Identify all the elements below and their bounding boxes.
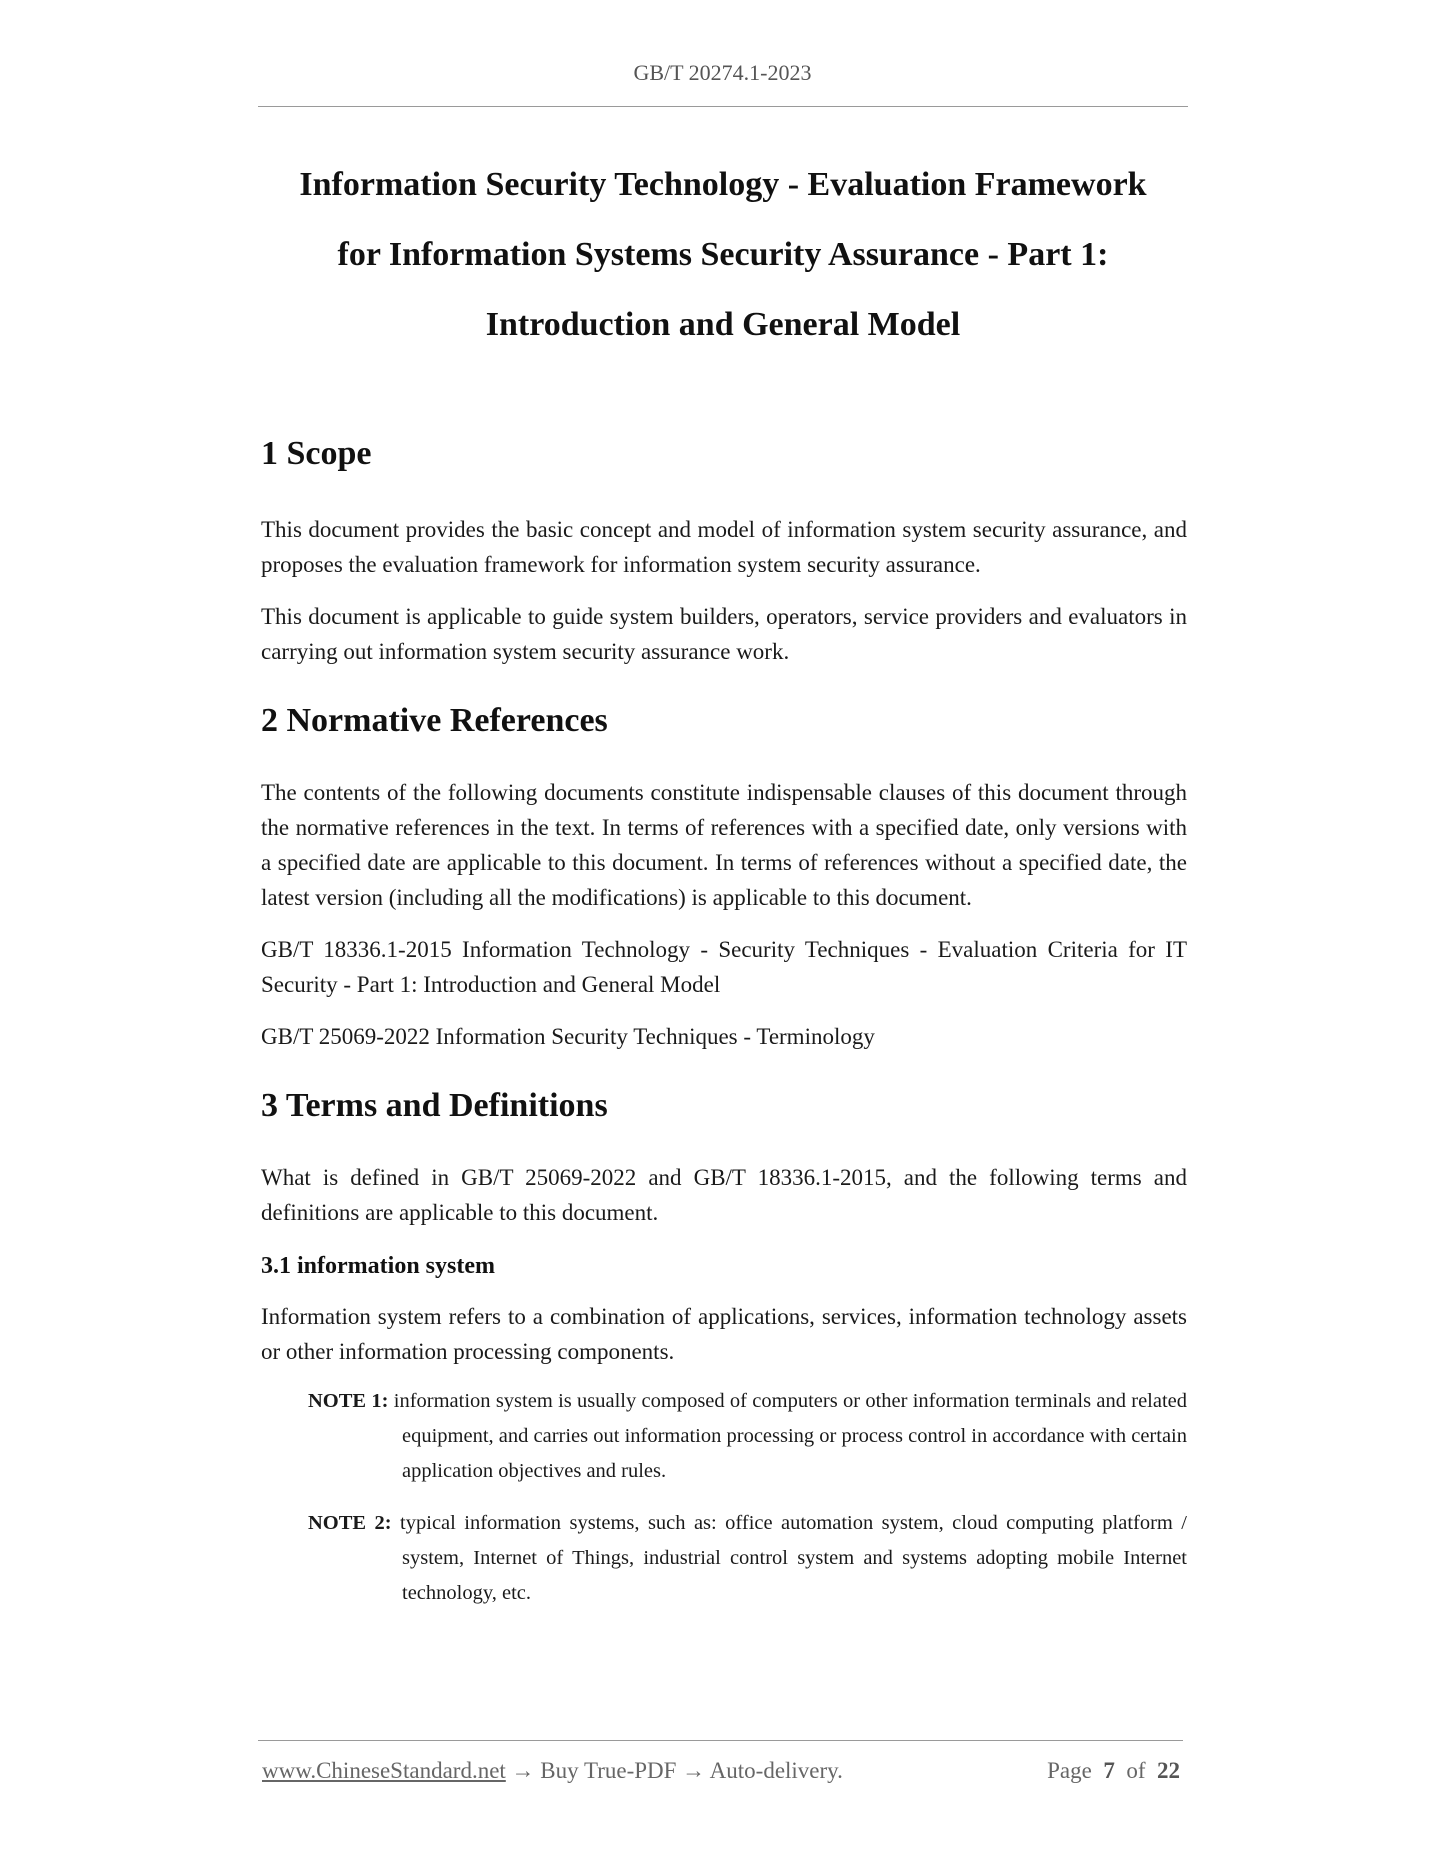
page-word: Page <box>1047 1758 1092 1783</box>
header-divider <box>258 106 1188 107</box>
title-line-2: for Information Systems Security Assurance - Part 1: <box>337 236 1109 273</box>
total-page-count: 22 <box>1157 1758 1180 1783</box>
document-title <box>258 150 1188 360</box>
note-1-text: information system is usually composed of computers or other information terminals and related equipment, and carries out information processing or process control in accordance with certain application objectives and rules. <box>393 1390 1188 1482</box>
section-heading-terms: 3 Terms and Definitions <box>261 1087 608 1124</box>
document-code-header: GB/T 20274.1-2023 <box>633 60 812 85</box>
scope-paragraph-1: This document provides the basic concept and model of information system security assurance, and proposes the evaluation framework for information system security assurance. <box>261 517 1187 577</box>
page-indicator <box>1047 1758 1180 1784</box>
reference-item-2: GB/T 25069-2022 Information Security Techniques - Terminology <box>261 1024 875 1049</box>
reference-item-1: GB/T 18336.1-2015 Information Technology - Security Techniques - Evaluation Criteria for IT Security - Part 1: Introduction and General Model <box>261 937 1187 997</box>
section-heading-scope: 1 Scope <box>261 435 372 472</box>
section-heading-normative-references: 2 Normative References <box>261 702 608 739</box>
title-line-3: Introduction and General Model <box>485 306 961 343</box>
title-line-1: Information Security Technology - Evaluation Framework <box>299 166 1147 203</box>
note-1-label: NOTE 1: <box>308 1390 389 1412</box>
footer-left <box>262 1758 843 1784</box>
normative-references-paragraph: The contents of the following documents constitute indispensable clauses of this document through the normative references in the text. In terms of references with a specified date, only versions with a specified date are applicable to this document. In terms of references without a specified date, the latest version (including all the modifications) is applicable to this document. <box>261 780 1187 910</box>
scope-paragraph-2: This document is applicable to guide system builders, operators, service providers and evaluators in carrying out information system security assurance work. <box>261 604 1187 664</box>
subsection-heading-information-system: 3.1 information system <box>261 1253 495 1279</box>
note-2 <box>308 1506 1187 1611</box>
terms-paragraph: What is defined in GB/T 25069-2022 and GB/T 18336.1-2015, and the following terms and definitions are applicable to this document. <box>261 1165 1187 1225</box>
note-2-label: NOTE 2: <box>308 1512 392 1534</box>
footer-divider <box>258 1740 1183 1741</box>
note-1 <box>308 1384 1187 1489</box>
of-word: of <box>1126 1758 1146 1783</box>
footer-promo-text: → Buy True-PDF → Auto-delivery. <box>505 1758 843 1783</box>
page-footer <box>262 1758 1180 1784</box>
current-page-number: 7 <box>1103 1758 1115 1783</box>
note-2-text: typical information systems, such as: office automation system, cloud computing platform / system, Internet of Things, industrial control system and systems adopting mobile Internet technology, etc. <box>400 1512 1187 1604</box>
document-body <box>261 430 1187 1611</box>
site-link[interactable]: www.ChineseStandard.net <box>262 1758 506 1783</box>
information-system-definition: Information system refers to a combination of applications, services, information technology assets or other information processing components. <box>261 1304 1187 1364</box>
